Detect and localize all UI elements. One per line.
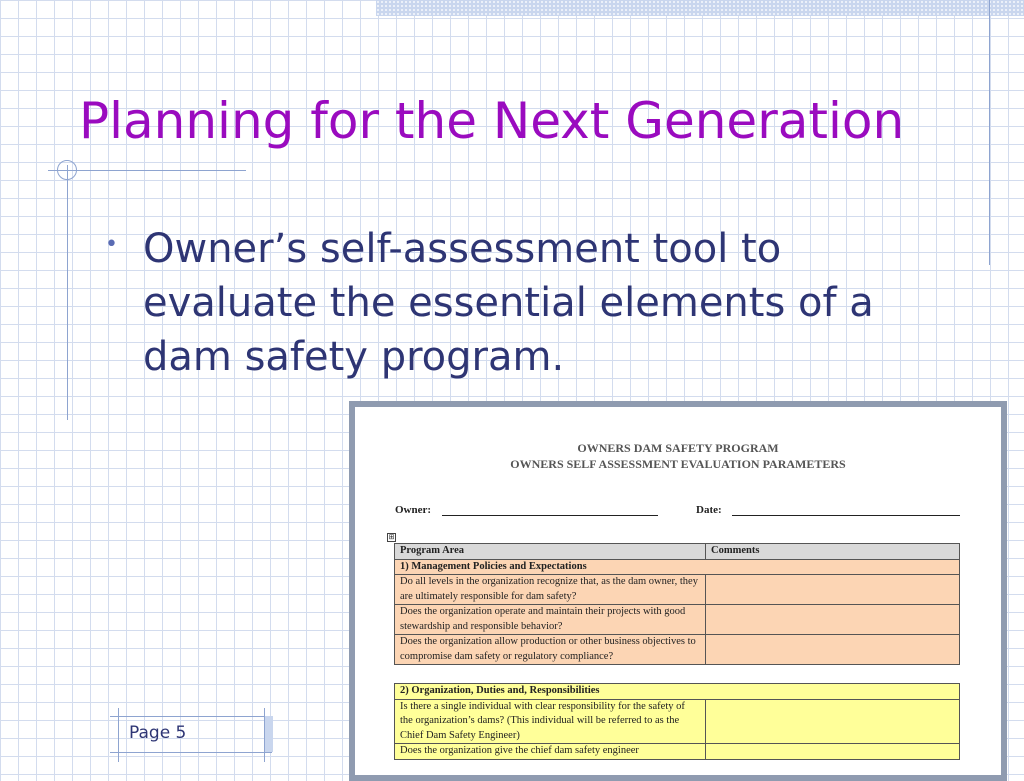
table-row	[395, 635, 960, 665]
left-guide-line	[67, 165, 68, 420]
assessment-table-section-2	[394, 683, 960, 760]
page-frame-bottom-line	[110, 752, 272, 753]
header-program-area: Program Area	[395, 544, 706, 560]
table-row	[395, 605, 960, 635]
right-guide-line	[989, 0, 990, 265]
bullet-list	[105, 222, 895, 384]
owner-label: Owner:	[395, 504, 432, 516]
bullet-item	[105, 222, 895, 384]
comment-cell[interactable]	[706, 635, 960, 665]
section-1-heading: 1) Management Policies and Expectations	[395, 559, 960, 575]
section-heading-row	[395, 684, 960, 700]
embedded-document-frame	[349, 401, 1007, 781]
section-2-heading: 2) Organization, Duties and, Responsibilities	[395, 684, 960, 700]
page-frame-left-line	[118, 708, 119, 762]
date-label: Date:	[696, 504, 722, 516]
page-number: Page 5	[129, 723, 187, 743]
table-row	[395, 575, 960, 605]
assessment-table-section-1	[394, 543, 960, 665]
comment-cell[interactable]	[706, 744, 960, 760]
page-frame-shade	[265, 716, 273, 752]
bullet-dot-icon: •	[105, 232, 118, 257]
page-frame-top-line	[110, 716, 272, 717]
crosshair-circle-decoration	[57, 160, 77, 180]
title-underline	[48, 170, 246, 171]
embedded-document	[355, 407, 1001, 775]
question-cell: Is there a single individual with clear responsibility for the safety of the organization’s dams? (This individual will be referred to as the Chief Dam Safety Engineer)	[395, 699, 706, 744]
table-move-handle-icon[interactable]: ⊞	[388, 533, 395, 541]
question-cell: Do all levels in the organization recognize that, as the dam owner, they are ultimately responsible for dam safety?	[395, 575, 706, 605]
table-header-row	[395, 544, 960, 560]
question-cell: Does the organization operate and maintain their projects with good stewardship and responsible behavior?	[395, 605, 706, 635]
section-heading-row	[395, 559, 960, 575]
owner-field-line	[442, 514, 658, 516]
bullet-text: Owner’s self-assessment tool to evaluate the essential elements of a dam safety program.	[143, 226, 874, 380]
question-cell: Does the organization give the chief dam safety engineer	[395, 744, 706, 760]
date-field-line	[732, 514, 960, 516]
document-subtitle: OWNERS SELF ASSESSMENT EVALUATION PARAMETERS	[510, 457, 846, 471]
comment-cell[interactable]	[706, 605, 960, 635]
table-row	[395, 744, 960, 760]
slide-title: Planning for the Next Generation	[79, 92, 905, 150]
comment-cell[interactable]	[706, 699, 960, 744]
header-comments: Comments	[706, 544, 960, 560]
document-title: OWNERS DAM SAFETY PROGRAM	[577, 441, 779, 455]
top-decorative-band	[376, 0, 1024, 16]
question-cell: Does the organization allow production or other business objectives to compromise dam safety or regulatory compliance?	[395, 635, 706, 665]
comment-cell[interactable]	[706, 575, 960, 605]
table-row	[395, 699, 960, 744]
